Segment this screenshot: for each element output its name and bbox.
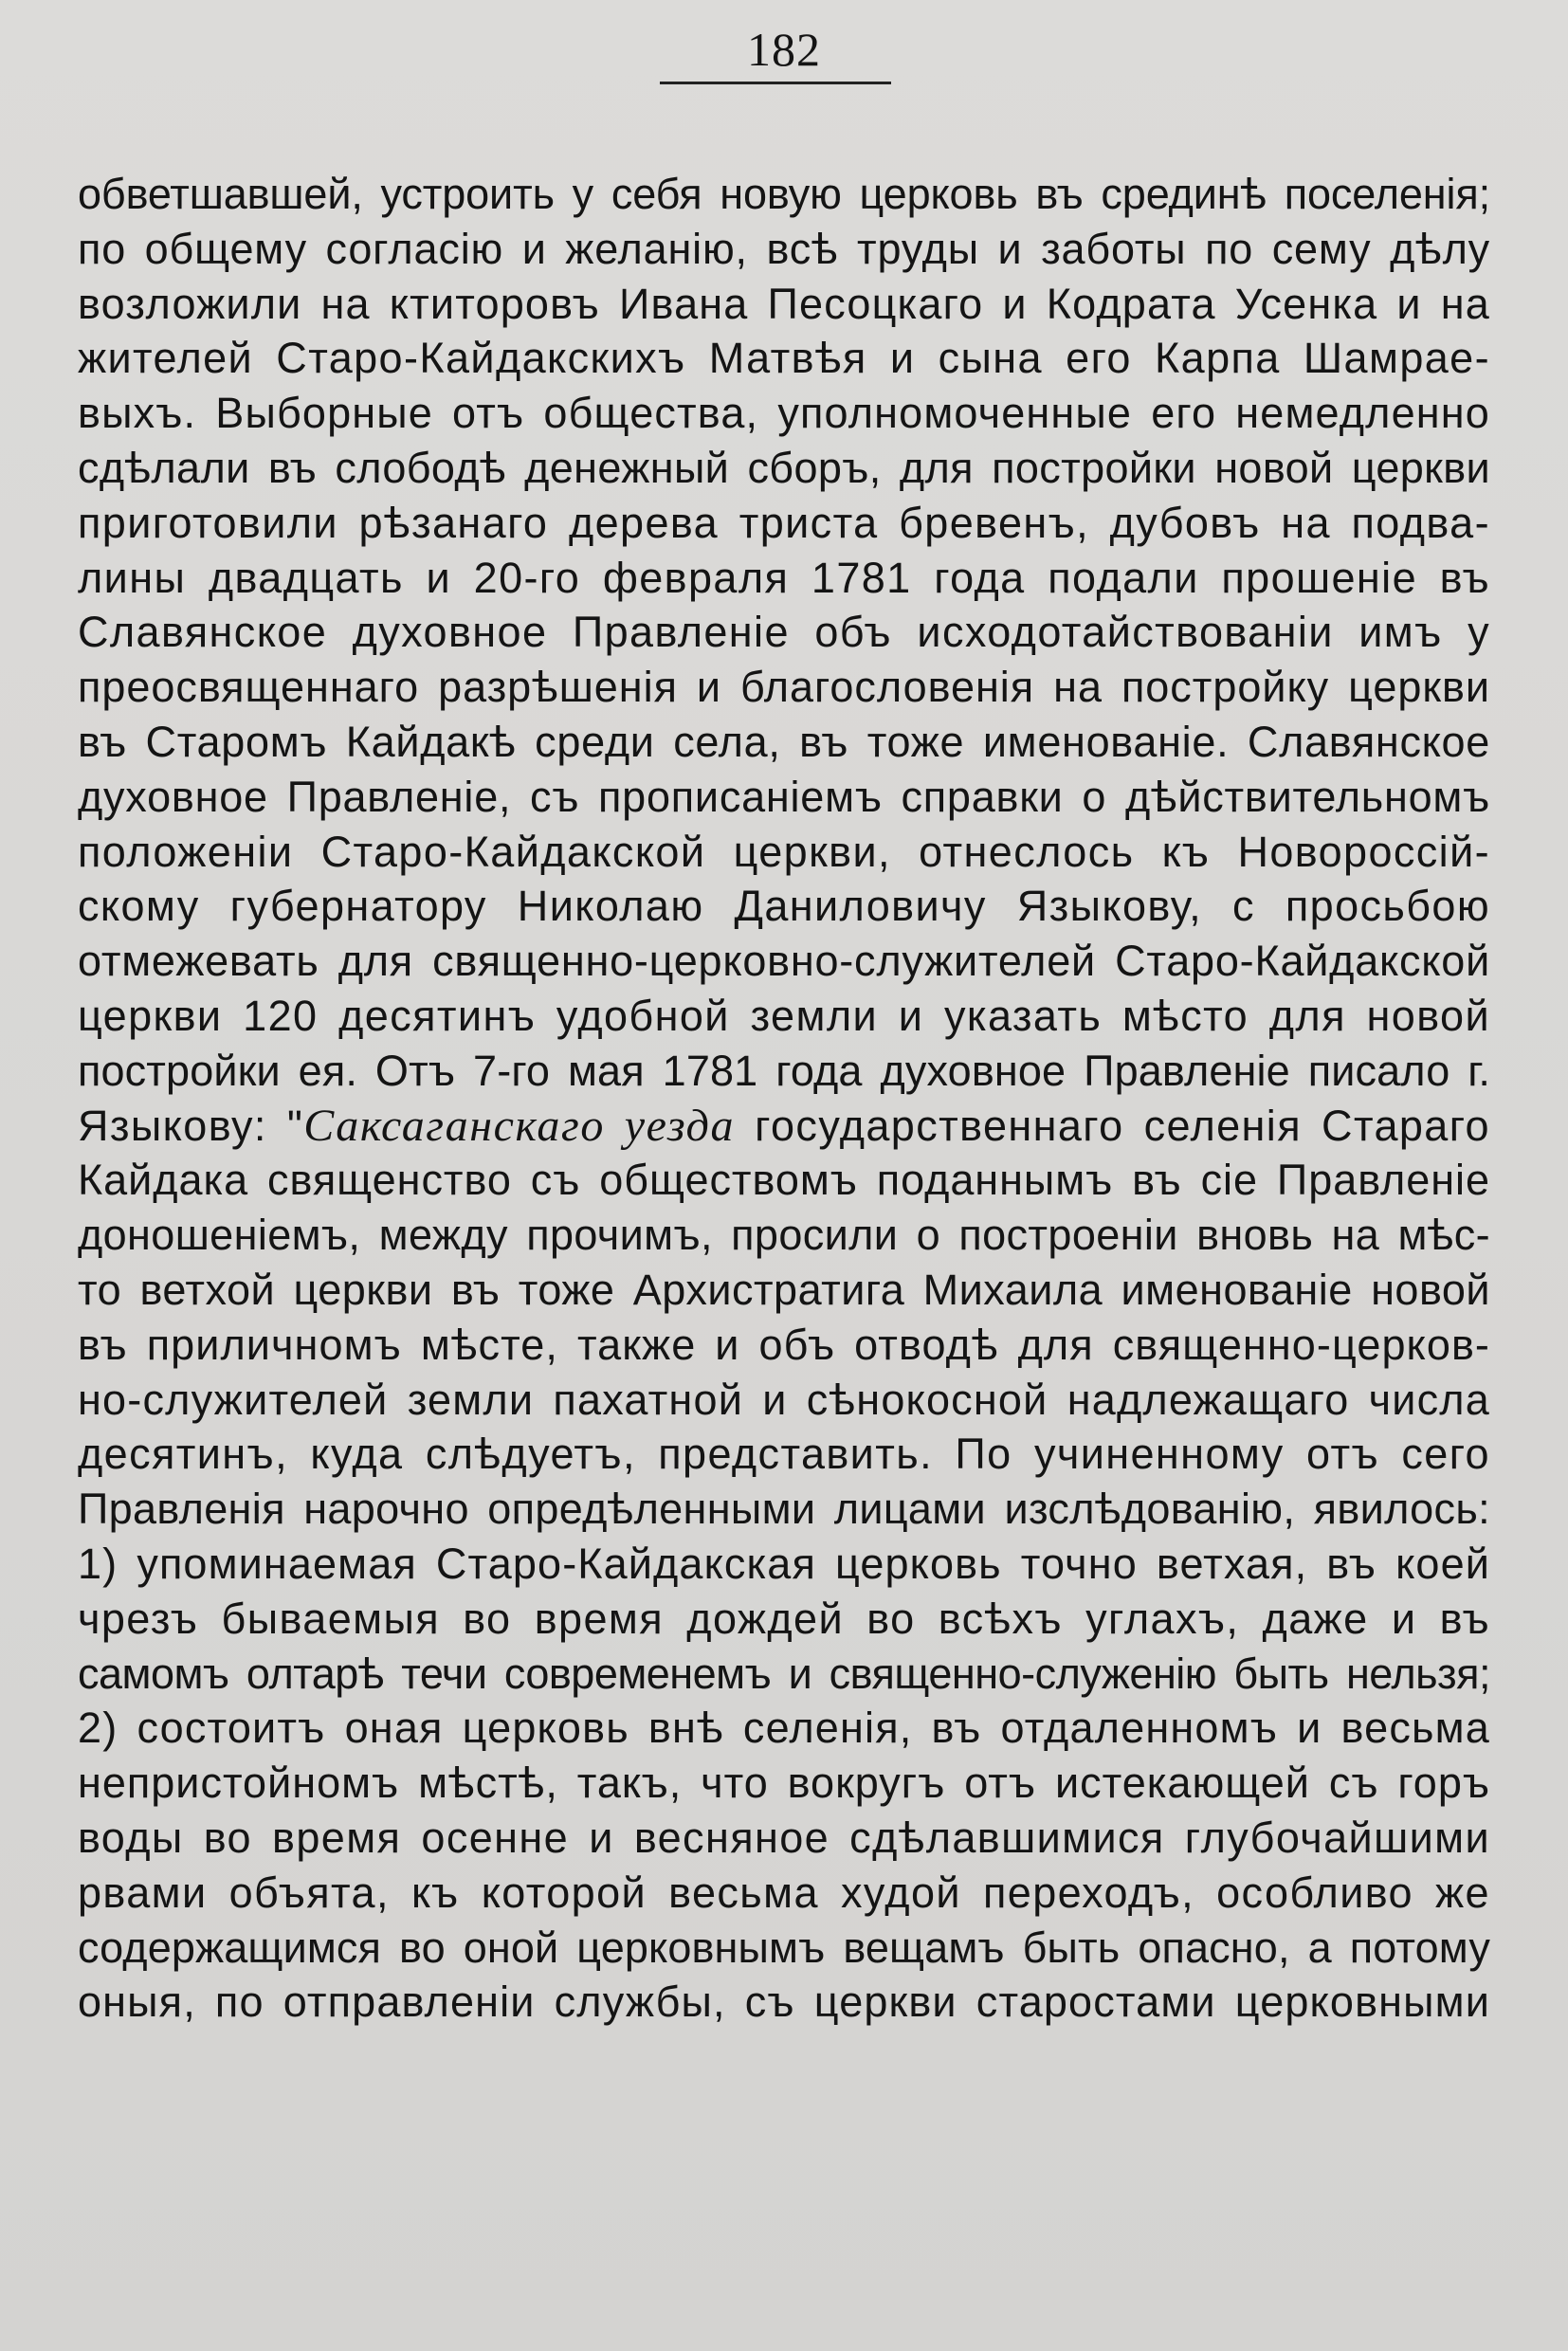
text-line: скому губернатору Николаю Даниловичу Языкову, с просьбою <box>78 882 1490 931</box>
text-line: Славянское духовное Правленіе объ исходотайствованіи имъ у <box>78 608 1490 657</box>
text-line: оныя, по отправленіи службы, съ церкви старостами церковными <box>78 1977 1490 2027</box>
text-line: въ приличномъ мѣсте, также и объ отводѣ для священно-церков- <box>78 1320 1490 1369</box>
text-line: доношеніемъ, между прочимъ, просили о построеніи вновь на мѣс- <box>78 1211 1490 1260</box>
text-line: духовное Правленіе, съ прописаніемъ справки о дѣйствительномъ <box>78 772 1490 821</box>
text-line: лины двадцать и 20-го февраля 1781 года подали прошеніе въ <box>78 553 1490 602</box>
text-segment: Языкову: " <box>78 1101 304 1150</box>
text-line: приготовили рѣзанаго дерева триста бревенъ, дубовъ на подва- <box>78 498 1490 547</box>
text-line: по общему согласію и желанію, всѣ труды и заботы по сему дѣлу <box>78 224 1490 273</box>
text-line: 1) упоминаемая Старо-Кайдакская церковь точно ветхая, въ коей <box>78 1539 1490 1588</box>
text-line: Кайдака священство съ обществомъ поданнымъ въ сіе Правленіе <box>78 1156 1490 1205</box>
text-line: рвами объята, къ которой весьма худой переходъ, особливо же <box>78 1868 1490 1917</box>
body-text <box>78 167 1490 2030</box>
text-line: возложили на ктиторовъ Ивана Песоцкаго и Кодрата Усенка и на <box>78 279 1490 328</box>
page-number-underline <box>660 82 891 84</box>
text-segment: государственнаго селенія Стараго <box>735 1101 1490 1150</box>
text-line: отмежевать для священно-церковно-служителей Старо-Кайдакской <box>78 937 1490 986</box>
text-line: чрезъ бываемыя во время дождей во всѣхъ углахъ, даже и въ <box>78 1594 1490 1643</box>
text-line: жителей Старо-Кайдакскихъ Матвѣя и сына его Карпа Шамрае- <box>78 334 1490 383</box>
text-line: Правленія нарочно опредѣленными лицами изслѣдованію, явилось: <box>78 1485 1490 1534</box>
text-line: постройки ея. Отъ 7-го мая 1781 года духовное Правленіе писало г. <box>78 1046 1490 1095</box>
text-line: содержащимся во оной церковнымъ вещамъ быть опасно, а потому <box>78 1923 1490 1972</box>
text-line: но-служителей земли пахатной и сѣнокосной надлежащаго числа <box>78 1375 1490 1424</box>
italic-place-name: Саксаганскаго уезда <box>303 1100 736 1151</box>
text-line: то ветхой церкви въ тоже Архистратига Михаила именованіе новой <box>78 1265 1490 1314</box>
text-line: десятинъ, куда слѣдуетъ, представить. По учиненному отъ сего <box>78 1430 1490 1479</box>
text-line: обветшавшей, устроить у себя новую церковь въ срединѣ поселенія; <box>78 170 1490 218</box>
text-line: въ Старомъ Кайдакѣ среди села, въ тоже именованіе. Славянское <box>78 717 1490 766</box>
text-line: самомъ олтарѣ течи современемъ и священно-служенію быть нельзя; <box>78 1649 1490 1698</box>
text-line: преосвященнаго разрѣшенія и благословенія на постройку церкви <box>78 663 1490 712</box>
text-line: сдѣлали въ слободѣ денежный сборъ, для постройки новой церкви <box>78 443 1490 492</box>
text-line: церкви 120 десятинъ удобной земли и указать мѣсто для новой <box>78 991 1490 1040</box>
text-line: 2) состоитъ оная церковь внѣ селенія, въ отдаленномъ и весьма <box>78 1704 1490 1753</box>
text-line: выхъ. Выборные отъ общества, уполномоченные его немедленно <box>78 389 1490 438</box>
text-line: положеніи Старо-Кайдакской церкви, отнеслось къ Новороссій- <box>78 827 1490 876</box>
text-line-with-italic <box>78 1099 1490 1154</box>
page-number: 182 <box>747 23 821 76</box>
text-line: воды во время осенне и весняное сдѣлавшимися глубочайшими <box>78 1813 1490 1862</box>
text-line: непристойномъ мѣстѣ, такъ, что вокругъ отъ истекающей съ горъ <box>78 1759 1490 1808</box>
